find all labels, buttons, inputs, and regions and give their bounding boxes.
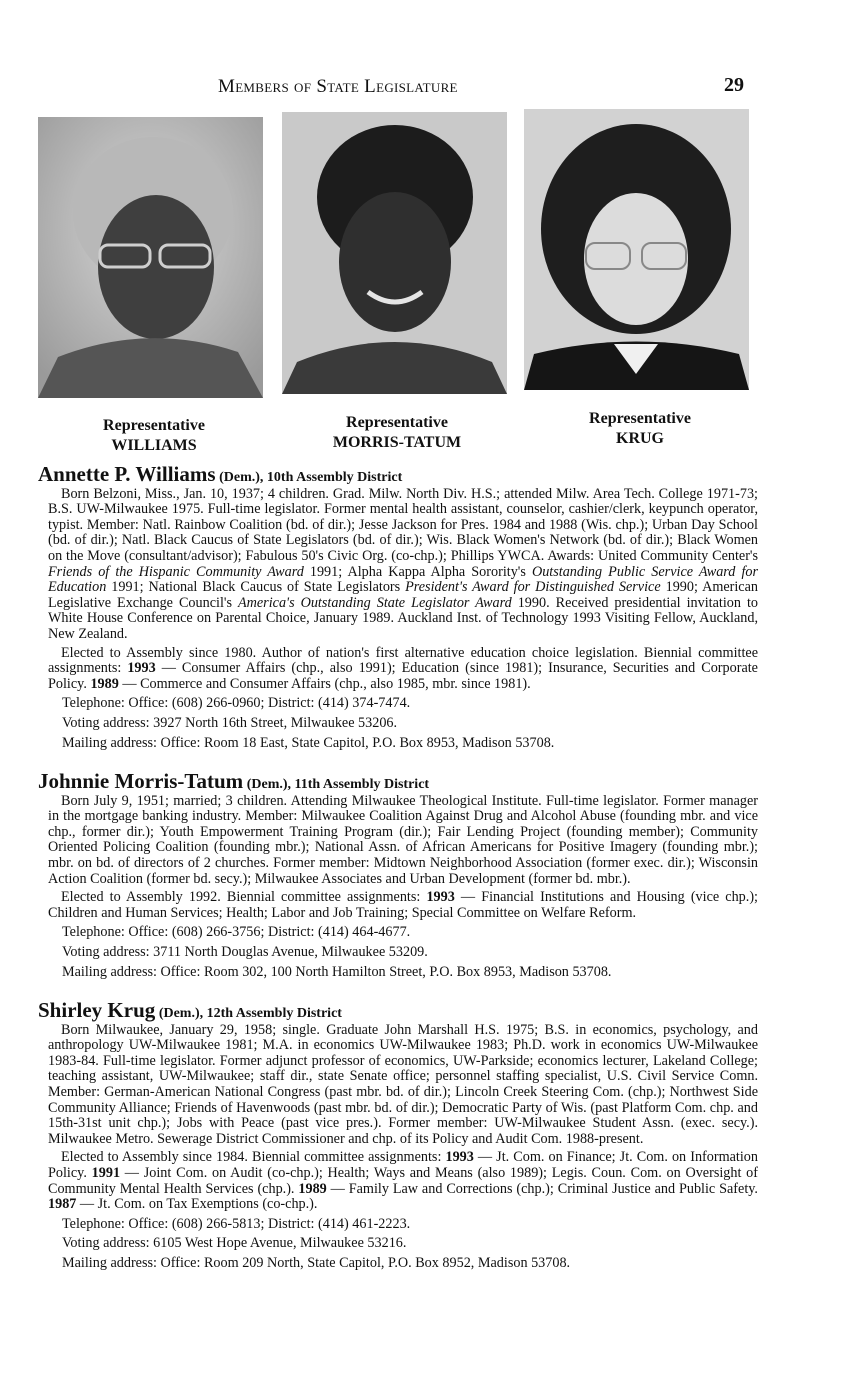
caption-name: KRUG [616,430,664,447]
page-header [0,74,859,104]
award-title: America's Outstanding State Legislator Award [237,594,512,611]
bio-heading [38,998,758,1022]
bio-heading [38,769,758,793]
voting-address: Voting address: 6105 West Hope Avenue, Milwaukee 53216. [62,1235,407,1252]
caption-role: Representative [103,417,205,434]
portrait-photo-morris-tatum [282,112,507,394]
bio-legislative: Elected to Assembly since 1980. Author of nation's first alternative education choice legislation. Biennial committee assignments: 1993 — Consumer Affairs (chp., also 1991); Education (since 1981); Insurance, Securities and Corporate Policy. 1989 — Commerce and Consumer Affairs (chp., also 1985, mbr. since 1981). [48,644,758,692]
bio-krug [38,998,758,1272]
caption-krug [520,409,760,449]
mailing-address: Mailing address: Office: Room 302, 100 North Hamilton Street, P.O. Box 8953, Madison 53708. [62,963,612,980]
bio-legislative: Elected to Assembly 1992. Biennial committee assignments: 1993 — Financial Institutions and Housing (vice chp.); Children and Human Services; Health; Labor and Job Training; Special Committee on Welfare Reform. [48,889,758,921]
caption-williams [34,416,274,456]
award-title: President's Award for Distinguished Service [405,579,661,596]
member-name: Annette P. Williams [38,462,216,486]
member-name: Johnnie Morris-Tatum [38,769,244,793]
page-number: 29 [724,74,744,96]
bio-williams [38,462,759,751]
caption-role: Representative [346,414,448,431]
mailing-address: Mailing address: Office: Room 209 North, State Capitol, P.O. Box 8952, Madison 53708. [62,1254,571,1271]
caption-morris-tatum [277,413,517,453]
telephone: Telephone: Office: (608) 266-0960; District: (414) 374-7474. [62,695,411,712]
bio-heading [38,462,758,486]
voting-address: Voting address: 3711 North Douglas Avenue, Milwaukee 53209. [62,943,428,960]
caption-role: Representative [589,410,691,427]
bio-legislative: Elected to Assembly since 1984. Biennial committee assignments: 1993 — Jt. Com. on Finance; Jt. Com. on Information Policy. 1991 — Joint Com. on Audit (co-chp.); Health; Ways and Means (also 1989); Legis. Coun. Com. on Oversight of Community Mental Health Services (chp.). 1989 — Family Law and Corrections (chp.); Criminal Justice and Public Safety. 1987 — Jt. Com. on Tax Exemptions (co-chp.). [48,1149,758,1213]
bio-morris-tatum [38,769,758,980]
portrait-photo-krug [524,109,749,390]
member-district: (Dem.), 10th Assembly District [219,470,403,485]
bio-background: Born Belzoni, Miss., Jan. 10, 1937; 4 children. Grad. Milw. North Div. H.S.; attended Milw. Area Tech. College 1971-73; B.S. UW-Milwaukee 1975. Full-time legislator. Former mental health assistant, counselor, cashier/clerk, keypunch operator, typist. Member: Natl. Rainbow Coalition (bd. of dir.); Jesse Jackson for Pres. 1984 and 1988 (Wis. chp.); Urban Day School (bd. of dir.); Natl. Black Caucus of State Legislators (bd. of dir.); Wis. Black Women's Network (bd. of dir.); Black Women on the Move (consultant/advisor); Fabulous 50's Civic Org. (co-chp.); Phillips YWCA. Awards: United Community Center's Friends of the Hispanic Community Award 1991; Alpha Kappa Alpha Sorority's Outstanding Public Service Award for Education 1991; National Black Caucus of State Legislators President's Award for Distinguished Service 1990; American Legislative Exchange Council's America's Outstanding State Legislator Award 1990. Received presidential invitation to White House Conference on Parental Choice, January 1989. Auckland Inst. of Technology 1993 Visiting Fellow, Auckland, New Zealand. [48,485,759,642]
caption-name: WILLIAMS [111,437,197,454]
award-title: Outstanding Public Service Award for Education [48,563,759,596]
member-district: (Dem.), 12th Assembly District [158,1006,342,1021]
award-title: Friends of the Hispanic Community Award [48,563,304,580]
member-district: (Dem.), 11th Assembly District [246,777,430,792]
telephone: Telephone: Office: (608) 266-5813; District: (414) 461-2223. [62,1215,411,1232]
page-title [218,76,458,98]
telephone: Telephone: Office: (608) 266-3756; District: (414) 464-4677. [62,924,411,941]
voting-address: Voting address: 3927 North 16th Street, Milwaukee 53206. [62,714,398,731]
mailing-address: Mailing address: Office: Room 18 East, State Capitol, P.O. Box 8953, Madison 53708. [62,734,555,751]
bio-background: Born July 9, 1951; married; 3 children. Attending Milwaukee Theological Institute. Full-time legislator. Former manager in the mortgage banking industry. Member: Milwaukee Coalition Against Drug and Alcohol Abuse (founding mbr. and vice chp., former dir.); Youth Empowerment Training Program (dir.); Fair Lending Project (founding member); Community Oriented Policing Coalition (founding mbr.); National Assn. of African Americans for Positive Imagery (founding mbr.); mbr. on bd. of directors of 2 churches. Former member: Midtown Neighborhood Association (former exec. dir.); Wisconsin Action Coalition (former bd. secy.); Milwaukee Associates and Urban Development (former bd. mbr.). [48,792,758,887]
page-title-text: Members of State Legislature [218,76,458,97]
caption-name: MORRIS-TATUM [332,434,462,451]
portrait-photo-williams [38,117,263,398]
bio-background: Born Milwaukee, January 29, 1958; single. Graduate John Marshall H.S. 1975; B.S. in economics, psychology, and anthropology UW-Milwaukee 1981; M.A. in economics UW-Milwaukee 1983; Ph.D. work in economics UW-Milwaukee 1983-84. Full-time legislator. Former adjunct professor of economics, UW-Parkside; economics lecturer, Lakeland College; teaching assistant, UW-Milwaukee; staff dir., state Senate office; personnel staffing specialist, U.S. Civil Service Comn. Member: German-American National Congress (past mbr. bd. of dir.); Lincoln Creek Steering Com. (chp.); Northwest Side Community Alliance; Friends of Havenwoods (past mbr. bd. of dir.); Democratic Party of Wis. (past Platform Com. chp. and 15th-31st unit chp.); Jobs with Peace (past vice pres.). Former member: UW-Milwaukee Student Assn. (exec. secy.). Milwaukee Metro. Sewerage District Commissioner and chp. of its Policy and Audit Com. 1988-present. [48,1021,758,1147]
member-name: Shirley Krug [38,998,156,1022]
